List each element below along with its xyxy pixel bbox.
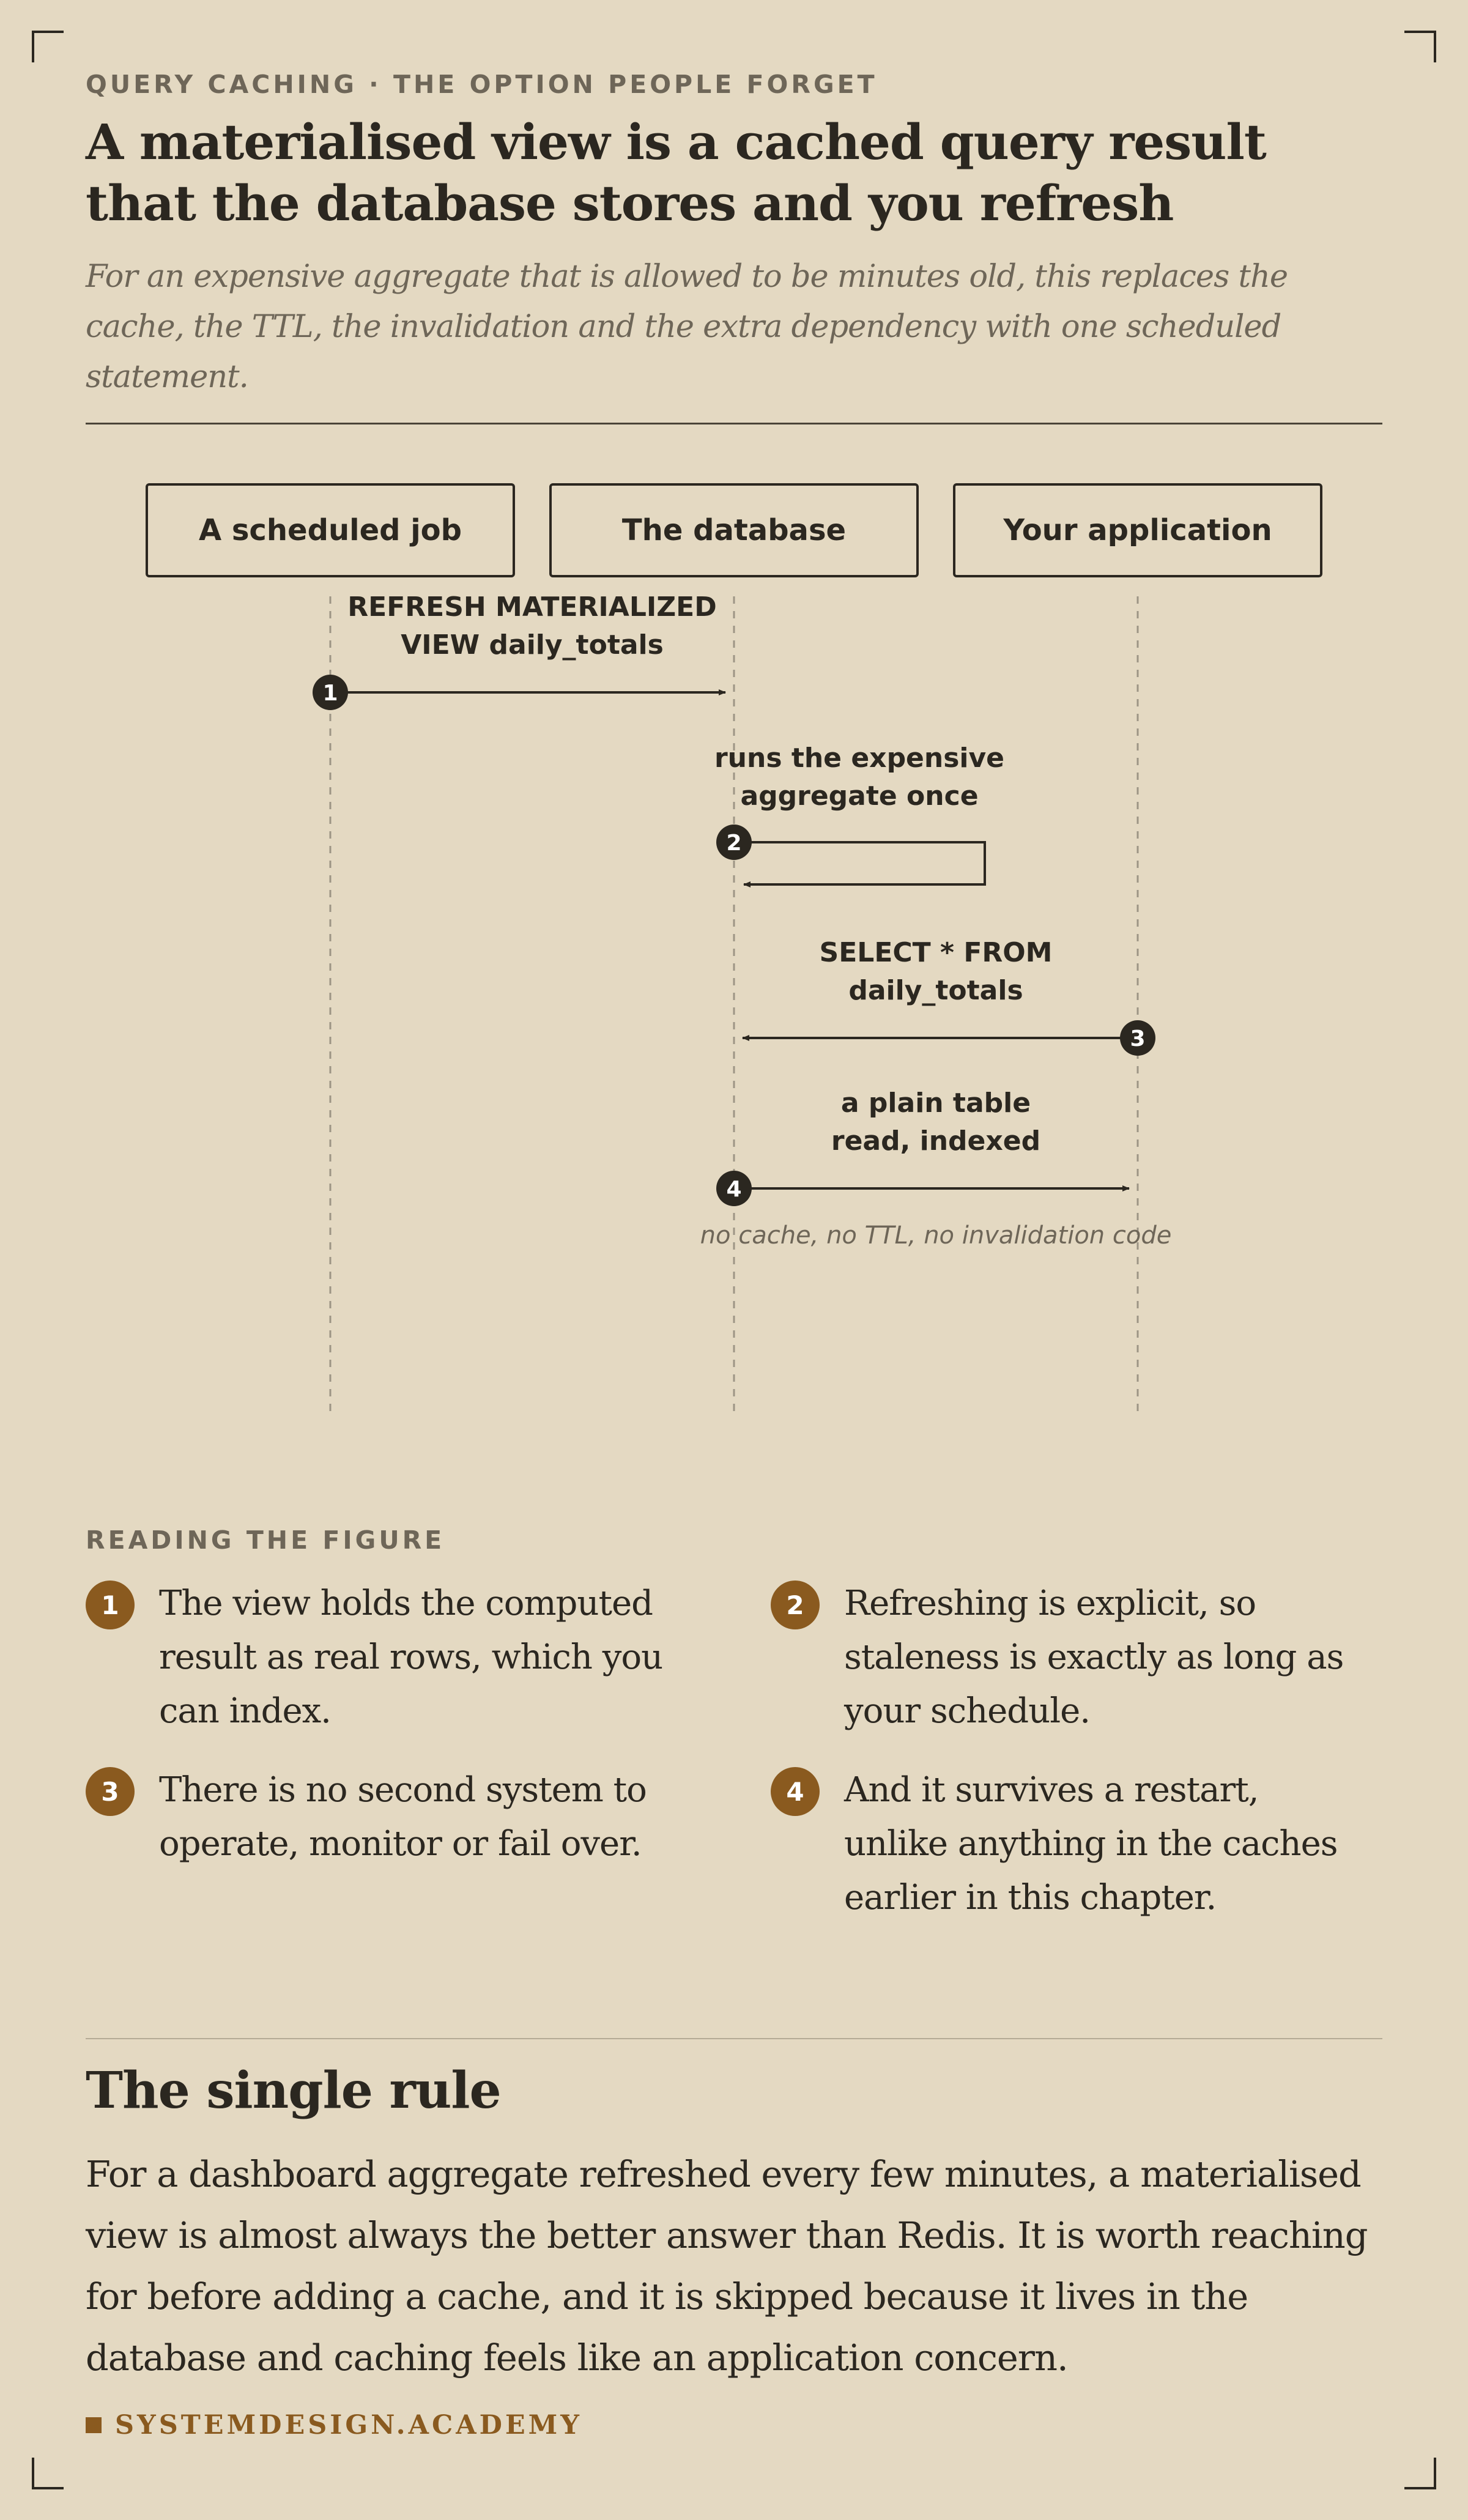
reading-text-2: Refreshing is explicit, so staleness is exactly as long as your schedule. bbox=[844, 1584, 1344, 1731]
page-title: A materialised view is a cached query result that the database stores and you refresh bbox=[86, 113, 1266, 232]
rule-title: The single rule bbox=[86, 2061, 501, 2120]
message-1-label-line2: VIEW daily_totals bbox=[401, 629, 664, 661]
corner-mark-bottom-right bbox=[1404, 2458, 1436, 2489]
reading-heading: READING THE FIGURE bbox=[86, 1525, 445, 1555]
actor-label-scheduled-job: A scheduled job bbox=[198, 513, 462, 547]
message-3-label-line2: daily_totals bbox=[848, 975, 1023, 1006]
brand-square-icon bbox=[86, 2417, 102, 2433]
footer-brand-text: SYSTEMDESIGN.ACADEMY bbox=[115, 2410, 582, 2440]
message-3-label-line1: SELECT * FROM bbox=[819, 937, 1053, 968]
step-marker-3-number: 3 bbox=[1130, 1026, 1146, 1051]
rule-body: For a dashboard aggregate refreshed every few minutes, a materialised view is almost always the better answer than Redis. It is worth reaching for before adding a cache, and it is skipped because it lives in the database and caching feels like an application concern. bbox=[86, 2153, 1368, 2379]
footer-brand bbox=[86, 2410, 582, 2440]
eyebrow: QUERY CACHING · THE OPTION PEOPLE FORGET bbox=[86, 70, 878, 99]
message-4-label-line1: a plain table bbox=[840, 1088, 1031, 1119]
reading-badge-1: 1 bbox=[86, 1581, 135, 1629]
step-marker-1-number: 1 bbox=[322, 681, 338, 706]
corner-mark-bottom-left bbox=[32, 2458, 64, 2489]
message-2-label-line1: runs the expensive bbox=[714, 743, 1005, 774]
reading-badge-3: 3 bbox=[86, 1767, 135, 1816]
message-4-label-line2: read, indexed bbox=[831, 1125, 1041, 1157]
message-4-note: no cache, no TTL, no invalidation code bbox=[700, 1221, 1172, 1250]
reading-text-1: The view holds the computed result as real rows, which you can index. bbox=[159, 1584, 663, 1731]
section-divider bbox=[86, 2038, 1382, 2039]
reading-badge-4: 4 bbox=[771, 1767, 820, 1816]
actor-label-application: Your application bbox=[1003, 513, 1272, 547]
step-marker-2-number: 2 bbox=[726, 831, 742, 856]
reading-badge-2: 2 bbox=[771, 1581, 820, 1629]
actor-label-database: The database bbox=[621, 513, 847, 547]
message-2-label-line2: aggregate once bbox=[740, 780, 979, 812]
step-marker-4-number: 4 bbox=[726, 1177, 742, 1202]
message-2-arrow bbox=[734, 842, 985, 884]
reading-text-4: And it survives a restart, unlike anything in the caches earlier in this chapter. bbox=[844, 1770, 1338, 1918]
page-subtitle: For an expensive aggregate that is allowed to be minutes old, this replaces the cache, the TTL, the invalidation and the extra dependency with one scheduled statement. bbox=[86, 259, 1288, 395]
reading-text-3: There is no second system to operate, monitor or fail over. bbox=[159, 1770, 647, 1864]
message-1-label-line1: REFRESH MATERIALIZED bbox=[347, 591, 717, 623]
